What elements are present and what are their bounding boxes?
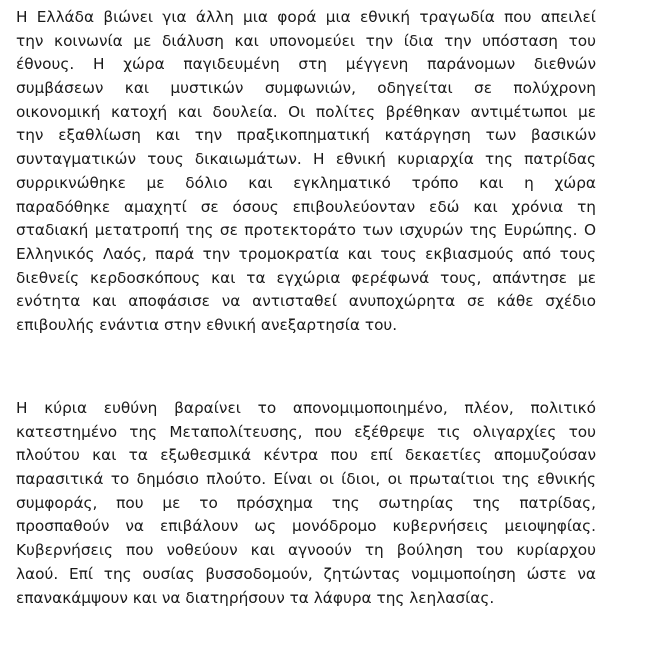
text-line: την κοινωνία με διάλυση και υπονομεύει την ίδια την υπόσταση του (16, 31, 596, 50)
text-line: παρασιτικά το δημόσιο πλούτο. Είναι οι ίδιοι, οι πρωταίτιοι της εθνικής (16, 470, 596, 489)
text-line: διεθνείς κερδοσκόπους και τα εγχώρια φερέφωνά τους, απάντησε με (16, 268, 596, 287)
text-line: συμφοράς, που με το πρόσχημα της σωτηρίας της πατρίδας, (16, 493, 596, 512)
text-line: επιβουλής ενάντια στην εθνική ανεξαρτησία του. (16, 315, 398, 334)
text-line: συμβάσεων και μυστικών συμφωνιών, οδηγείται σε πολύχρονη (16, 79, 596, 98)
paragraph-2 (16, 397, 596, 610)
text-line: οικονομική κατοχή και δουλεία. Οι πολίτες βρέθηκαν αντιμέτωποι με (16, 102, 596, 121)
text-line: Η κύρια ευθύνη βαραίνει το απονομιμοποιημένο, πλέον, πολιτικό (16, 399, 596, 417)
text-line: συρρικνώθηκε με δόλιο και εγκληματικό τρόπο και η χώρα (16, 173, 596, 192)
text-line: Κυβερνήσεις που νοθεύουν και αγνοούν τη βούληση του κυρίαρχου (16, 541, 596, 560)
text-line: λαού. Επί της ουσίας βυσσοδομούν, ζητώντας νομιμοποίηση ώστε να (16, 564, 596, 583)
text-line: επανακάμψουν και να διατηρήσουν τα λάφυρα της λεηλασίας. (16, 588, 495, 607)
text-line: σταδιακή μετατροπή της σε προτεκτοράτο των ισχυρών της Ευρώπης. Ο (16, 221, 596, 240)
text-line: Ελληνικός Λαός, παρά την τρομοκρατία και τους εκβιασμούς από τους (16, 244, 596, 263)
text-line: κατεστημένο της Μεταπολίτευσης, που εξέθρεψε τις ολιγαρχίες του (16, 422, 596, 441)
text-line: συνταγματικών τους δικαιωμάτων. Η εθνική κυριαρχία της πατρίδας (16, 150, 596, 169)
text-line: την εξαθλίωση και την πραξικοπηματική κατάργηση των βασικών (16, 126, 596, 145)
text-line: προσπαθούν να επιβάλουν ως μονόδρομο κυβερνήσεις μειοψηφίας. (16, 517, 596, 536)
text-line: πλούτου και τα εξωθεσμικά κέντρα που επί δεκαετίες απομυζούσαν (16, 446, 596, 465)
text-line: Η Ελλάδα βιώνει για άλλη μια φορά μια εθνική τραγωδία που απειλεί (16, 8, 596, 26)
text-line: παραδόθηκε αμαχητί σε όσους επιβουλεύονταν εδώ και χρόνια τη (16, 197, 596, 216)
text-line: ενότητα και αποφάσισε να αντισταθεί ανυποχώρητα σε κάθε σχέδιο (16, 292, 596, 311)
paragraph-1 (16, 6, 596, 338)
text-line: έθνους. Η χώρα παγιδευμένη στη μέγγενη παράνομων διεθνών (16, 55, 596, 74)
